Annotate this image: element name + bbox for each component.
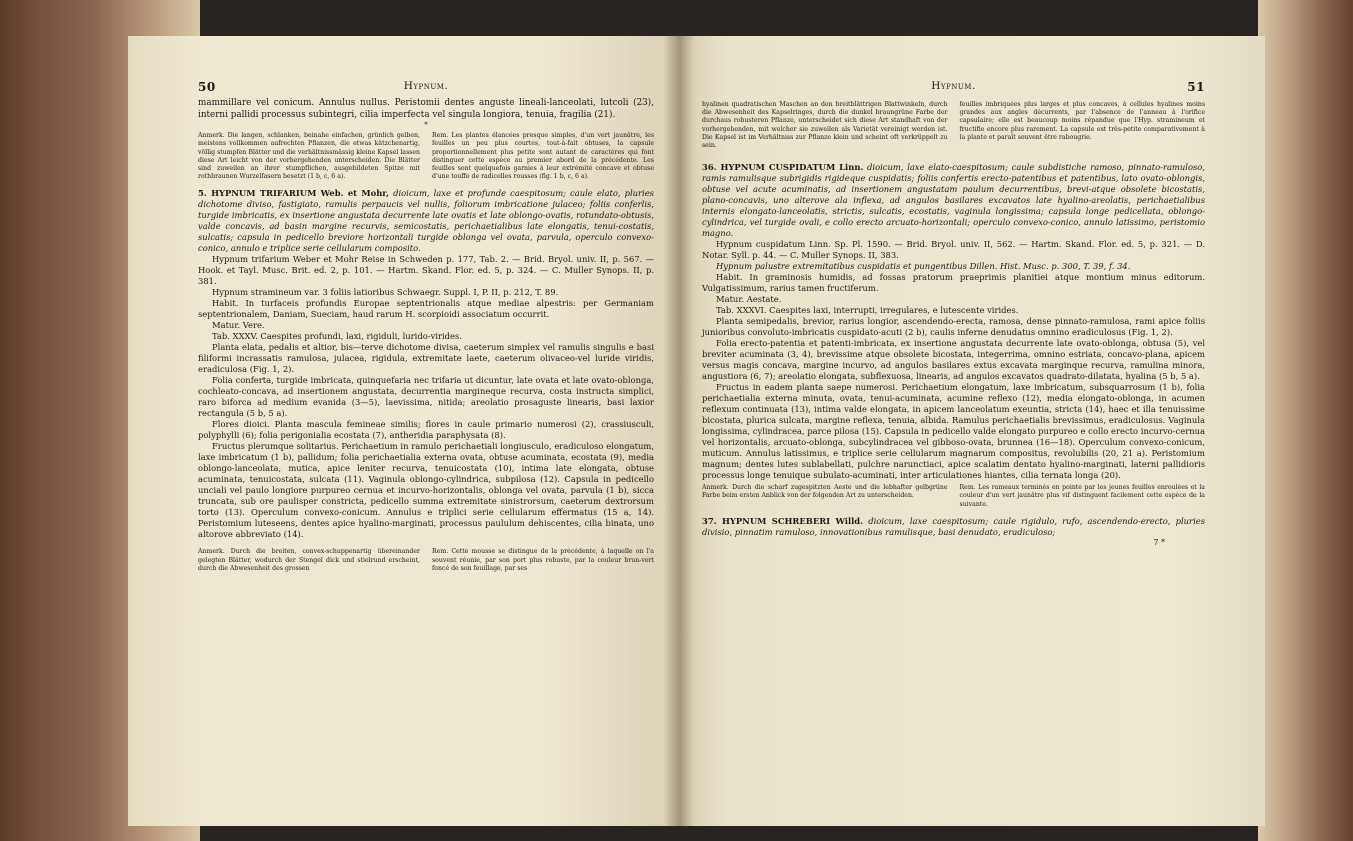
left-page-header [198,80,654,98]
plant-description: Planta semipedalis, brevior, rarius longior, ascendendo-erecta, ramosa, dense pinnato-ramulosa, rami apice foliis junioribus convoluto-imbricatis cuspidato-acuti (2 b), caulis inferne denudatus omnino eradiculosus (Fig. 1, 2). [702,316,1205,338]
book-gutter [664,36,694,826]
note-german: hyalinen quadratischen Maschen an den breitblättrigen Blattwinkeln, durch die Abwesenheit des Kapselringes, durch die dunkel braungrüne Farbe der durchaus robusteren Pflanze, unterscheidet sich diese Art standhaft von der vorhergehenden, mit welcher sie zuweilen als Varietät vereinigt werden ist. Die Kapsel ist im Verhältniss zur Pflanze klein und scheint oft verkrüppelt zu sein. [702,101,948,150]
intro-paragraph: mammillare vel conicum. Annulus nullus. Peristomii dentes anguste lineali-lanceolati, lutcoli (23), interni pallidi processus subintegri, cilia imperfecta vel singula longiora, tenuia, fragilia (21). [198,98,654,120]
variety: Hypnum stramineum var. 3 foliis latioribus Schwaegr. Suppl. I, P. II, p. 212, T. 89. [212,287,559,298]
running-head: Hypnum. [403,80,449,92]
note-german: Anmerk. Die langen, schlanken, beinahe einfachen, grünlich gelben, meistens vollkommen aufrechten Pflanzen, die etwas kätzchenartig, völlig stumpfen Blätter und die verhältnissmässig kleine Kapsel lassen diese Art leicht von der vorhergehenden unterscheiden. Die Blätter sind zuweilen an ihrer stumpflichen, ausgebildeten Spitze mit rothbraunen Wurzelfasern besetzt (1 b, c, 6 a). [198,132,420,181]
species-heading: 5. HYPNUM TRIFARIUM Web. et Mohr, [198,188,390,199]
right-page [680,36,1265,826]
flowers-description: Flores dioici. Planta mascula femineae similis; flores in caule primario numerosi (2), crassiusculi, polyphylli (6); folia perigonialia ecostata (7), antheridia paraphysata (8). [198,419,654,441]
species-description [198,188,654,254]
habitat: Habit. In graminosis humidis, ad fossas pratorum praeprimis planitiei atque montium minus editorum. Vulgatissimum, rarius tamen fructiferum. [702,272,1205,294]
left-page [128,36,680,826]
species-description [702,162,1205,239]
footnote-block [198,132,654,183]
plate-reference: Tab. XXXVI. Caespites laxi, interrupti, irregulares, e lutescente virides. [716,305,1019,316]
running-head: Hypnum. [931,80,976,92]
footnote-block-top [702,101,1205,152]
fruit-description: Fructus plerumque solitarius. Perichaetium in ramulo perichaetiali longiusculo, eradiculoso elongatum, laxe imbricatum (1 b), pallidum; folia perichaetialia externa ovata, obtuse acuminata, ecostata (9), media oblongo-lanceolata, mutica, apice leniter recurva, tenuicostata (10), intima late elongata, obtuse acuminata, tenuicostata, sulcata (11). Vaginula oblongo-cylindrica, subpilosa (12). Capsula in pedicello unciali vel paulo longiore purpureo cernua et incurvo-horizontalis, oblonga vel ovata, parvula (1 b), sicca truncata, sub ore paulisper constricta, pedicello summa extremitate sinistrorsum, caeterum dextrorsum torto (13). Operculum convexo-conicum. Annulus e triplici serie cellularum effermatus (15 a, 14). Peristomium luteseens, dentes apice hyalino-marginati, processus paululum dehiscentes, cilia binata, uno altorove abbreviato (14). [198,441,654,540]
leaves-description: Folia erecto-patentia et patenti-imbricata, ex insertione angustata decurrente late ovato-oblonga, obtusa (5), vel breviter acuminata (3, 4), brevissime atque obsolete bicostata, integerrima, omnino estriata, concavo-plana, apicem versus magis concava, margine incurvo, ad angulos basilares extus excavata marginque recurva, ramulina minora, angustiora (6, 7); areolatio elongata, subflexuosa, linearis, ad angulos excavatos quadrato-dilatata, hyalina (5 b, 5 a). [702,338,1205,382]
species-diagnosis: dioicum, laxe elato-caespitosum; caule subdistiche ramoso, pinnato-ramuloso, ramis ramulisque subrigidis rigideque cuspidatis; foliis confertis erecto-patentibus et patentibus, lato ovato-oblongis, obtuse vel acute acuminatis, ad insertionem angustatam paulum decurrentibus, brevi-atque obsolete bicostatis, plano-concavis, uno alterove ala inflexa, ad angulos basilares excavatos late hyalino-areolatis, perichaetialibus internis elongato-lanceolatis, strictis, sulcatis, ecostatis, vaginula longissima; capsula longe pedicellata, oblongo-cylindrica, vel turgide ovali, e collo erecto arcuato-horizontali; operculo convexo-conico, annulo latissimo, peristomio magno. [702,162,1205,239]
species-heading: 36. HYPNUM CUSPIDATUM Linn. [702,162,864,173]
species-heading: 37. HYPNUM SCHREBERI Willd. [702,515,864,526]
note-french: Rem. Les rameaux terminés en pointe par les jeunes feuilles enroulées et la couleur d'un vert jaunâtre plus vif distinguent facilement cette espèce de la suivante. [959,484,1205,508]
book-edge-right [1258,0,1353,841]
plant-description: Planta elata, pedalis et altior, bis—terve dichotome divisa, caeterum simplex vel ramulis singulis e basi filiformi incrassatis ramulosa, julacea, rigidula, extremitate laete, caeterum olivaceo-vel luride viridis, eradiculosa (Fig. 1, 2). [198,342,654,375]
signature-mark: 7 * [1153,537,1165,547]
footnote-block-bottom [702,484,1205,511]
maturity: Matur. Aestate. [716,294,782,305]
footnote-block-bottom [198,548,654,575]
note-german: Anmerk. Durch die breiten, convex-schuppenartig übereinander gelegten Blätter, wodurch der Stengel dick und stielrund erscheint, durch die Abwesenheit des grossen [198,548,420,572]
right-page-header [702,80,1205,98]
note-french: Rem. Les plantes élancées presque simples, d'un vert jaunâtre, les feuilles un peu plus courtes, tout-à-fait obtuses, la capsule proportionnellement plus petite sont autant de caractères qui font distinguer cette espèce au premier abord de la précédente. Les feuilles sont quelquefois garnies à leur extrémité concave et obtuse d'une touffe de radicelles rousses (fig. 1 b, c, 6 a). [432,132,654,181]
synonyms: Hypnum cuspidatum Linn. Sp. Pl. 1590. — Brid. Bryol. univ. II, 562. — Hartm. Skand. Flor. ed. 5, p. 321. — D. Notar. Syll. p. 44. — C. Muller Synops. II, 383. [702,239,1205,261]
page-number: 51 [1187,80,1205,94]
synonyms-2: Hypnum palustre extremitatibus cuspidatis et pungentibus Dillen. Hist. Musc. p. 300, T. 39, f. 34. [716,261,1131,272]
leaves-description: Folia conferta, turgide imbricata, quinquefaria nec trifaria ut dicuntur, late ovata et late ovato-oblonga, cochleato-concava, ad insertionem angustata, decurrentia margineque recurva, costa instructa simplici, raro biforca ad medium evanida (3—5), laevissima, nitida; areolatio prosaguste linearis, basi laxior rectangula (5 b, 5 a). [198,375,654,419]
species-diagnosis: dioicum, laxe caespitosum; caule rigidulo, rufo, ascendendo-erecto, pluries divisio, pinnatim ramuloso, innovationibus ramulisque, basi denudato, eradiculoso; [702,515,1205,537]
synonyms: Hypnum trifarium Weber et Mohr Reise in Schweden p. 177, Tab. 2. — Brid. Bryol. univ. II, p. 567. — Hook. et Tayl. Musc. Brit. ed. 2, p. 101. — Hartm. Skand. Flor. ed. 5, p. 324. — C. Muller Synops. II, p. 381. [198,254,654,287]
plate-reference: Tab. XXXV. Caespites profundi, laxi, rigiduli, lurido-virides. [212,331,462,342]
separator-star: * [424,121,428,130]
maturity: Matur. Vere. [212,320,265,331]
page-number: 50 [198,80,216,94]
species-description-next [702,516,1205,538]
note-french: feuilles imbriquées plus larges et plus concaves, à cellules hyalines moins grandes aux angles décurrents, par l'absence de l'anneau à l'orifice capsulaire; elle est beaucoup moins répandue que l'Hyp. stramineum et fructifie encore plus rarement. La capsule est très-petite comparativement à la plante et paraît souvent être rabougrie. [959,101,1205,141]
habitat: Habit. In turfaceis profundis Europae septentrionalis atque mediae alpestris: per Germaniam septentrionalem, Daniam, Sueciam, haud rarum H. scorpioidi associatum occurrit. [198,298,654,320]
note-french: Rem. Cette mousse se distingue de la précédente, à laquelle on l'a souvent réunie, par son port plus robuste, par la couleur brun-vert foncé de son feuillage, par ses [432,548,654,572]
species-diagnosis: dioicum, laxe et profunde caespitosum; caule elato, pluries dichotome diviso, fastigiato, ramulis perpaucis vel nullis, foliorum imbricatione julaceo; foliis conferlis, turgide imbricatis, ex insertione angustata decurrente late ovatis et late oblongo-ovatis, rotundato-obtusis, valde concavis, ad basin margine recurvis, semicostatis, perichaetialibus late elongatis, tenui-costatis, sulcatis; capsula in pedicello breviore horizontali turgide oblonga vel ovata, parvula, operculo convexo-conico, annulo e triplice serie cellularum composito. [198,188,654,254]
fruit-description: Fructus in eadem planta saepe numerosi. Perichaetium elongatum, laxe imbricatum, subsquarrosum (1 b), folia perichaetialia externa minuta, ovata, tenui-acuminata, acumine reflexo (12), media elongato-oblonga, in acumen reflexum continuata (13), intima valde elongata, in apicem lanceolatum exeuntia, stricta (14), haec et illa tenuissime bicostata, plurica sulcata, margine reflexa, tenuia, albida. Ramulus perichaetialis brevissimus, eradiculosus. Vaginula longissima, cylindracea, parce pilosa (15). Capsula in pedicello valde elongato purpureo e collo erecto incurvo-cernua vel horizontalis, arcuato-oblonga, subcylindracea vel gibboso-ovata, brunnea (16—18). Operculum convexo-conicum, muticum. Annulus latissimus, e triplice serie cellularum magnarum compositus, revolubilis (20, 21 a). Peristomium magnum; dentes lutes sublabellati, pulchre narunctiaci, apice scalatim dentato hyalino-marginati, laterni pallidioris processus longe tenuique subulato-acuminati, inter articulationes hiantes, cilia ternata longa (20). [702,382,1205,481]
note-german: Anmerk. Durch die scharf zugespitzten Aeste und die lebhafter gelbgrüne Farbe beim ersten Anblick von der folgenden Art zu unterscheiden. [702,484,948,500]
